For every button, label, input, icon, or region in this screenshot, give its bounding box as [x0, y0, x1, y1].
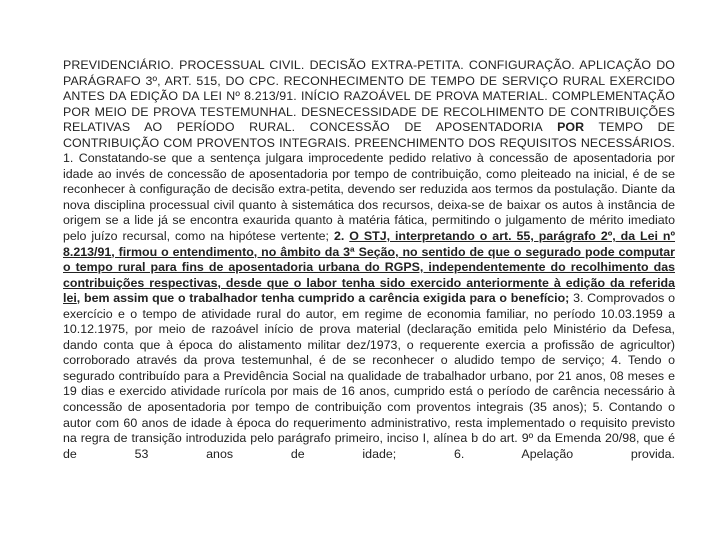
legal-text: [63, 58, 675, 462]
item-1-text: 1. Constatando-se que a sentença julgara improcedente pedido relativo à concessão de aposentadoria por idade ao invés de concessão de aposentadoria por tempo de contribuição, como pleiteado na inicial, é de se reconhecer à configuração de decisão extra-petita, devendo ser reduzida aos termos da postulação. Diante da nova disciplina processual civil quanto à sistemática dos recursos, deixa-se de baixar os autos à instância de origem se a lide já se encontra exaurida quanto à matéria fática, permitindo o julgamento de mérito imediato pelo juízo recursal, como na hipótese vertente;: [63, 151, 675, 244]
headnote-text: PREVIDENCIÁRIO. PROCESSUAL CIVIL. DECISÃO EXTRA-PETITA. CONFIGURAÇÃO. APLICAÇÃO DO PARÁGRAFO 3º, ART. 515, DO CPC. RECONHECIMENTO DE TEMPO DE SERVIÇO RURAL EXERCIDO ANTES DA EDIÇÃO DA LEI Nº 8.213/91. INÍCIO RAZOÁVEL DE PROVA MATERIAL. COMPLEMENTAÇÃO POR MEIO DE PROVA TESTEMUNHAL. DESNECESSIDADE DE RECOLHIMENTO DE CONTRIBUIÇÕES RELATIVAS AO PERÍODO RURAL. CONCESSÃO DE APOSENTADORIA: [63, 58, 675, 135]
items-3-6-text: 3. Comprovados o exercício e o tempo de atividade rural do autor, em regime de economia familiar, no período 10.03.1959 a 10.12.1975, por meio de razoável início de prova material (declaração emitida pelo Ministério da Defesa, dando conta que à época do alistamento militar dez/1973, o requerente exercia a profissão de agricultor) corroborado através da prova testemunhal, é de se reconhecer o aludido tempo de serviço; 4. Tendo o segurado contribuído para a Previdência Social na qualidade de trabalhador urbano, por 21 anos, 08 meses e 19 dias e exercido atividade rurícola por mais de 16 anos, cumprido está o período de carência necessário à concessão de aposentadoria por tempo de contribuição com proventos integrais (35 anos); 5. Contando o autor com 60 anos de idade à época do requerimento administrativo, resta implementado o requisito previsto na regra de transição introduzida pelo parágrafo primeiro, inciso I, alínea b do art. 9º da Emenda 20/98, que é de 53 anos de idade; 6. Apelação provida.: [63, 291, 675, 461]
item-2-number: 2.: [333, 229, 345, 244]
item-2-bold-tail: , bem assim que o trabalhador tenha cumprido a carência exigida para o benefício;: [76, 291, 570, 306]
item-2-underlined-text: O STJ, interpretando o art. 55, parágrafo 2º, da Lei nº 8.213/91, firmou o entendimento, no âmbito da 3ª Seção, no sentido de que o segurado pode computar o tempo rural para fins de aposentadoria urbana do RGPS, independentemente do recolhimento das contribuições respectivas, desde que o labor tenha sido exercido anteriormente à edição da referida lei: [63, 229, 676, 306]
bold-word-por: POR: [557, 120, 585, 135]
headnote-text-cont: TEMPO DE CONTRIBUIÇÃO COM PROVENTOS INTEGRAIS. PREENCHIMENTO DOS REQUISITOS NECESSÁRIOS.: [63, 120, 675, 150]
